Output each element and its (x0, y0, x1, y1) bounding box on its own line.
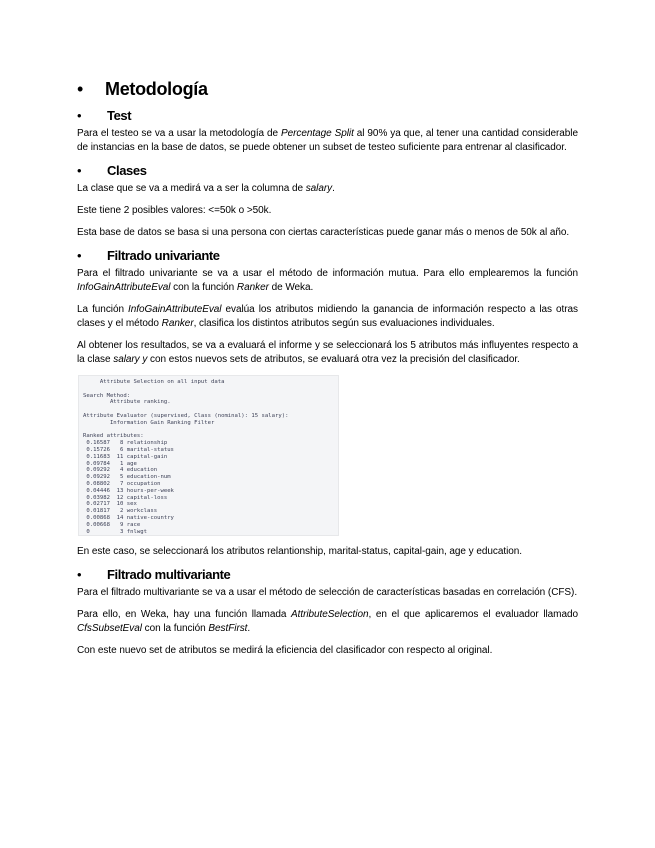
bullet-icon: • (77, 567, 82, 582)
weka-output-line: Ranked attributes: (83, 433, 144, 440)
weka-output-line: Information Gain Ranking Filter (83, 419, 215, 426)
paragraph: Para el filtrado multivariante se va a usar el método de selección de características basadas en correlación (CFS). (77, 587, 578, 598)
weka-output-line: Search Method: (83, 392, 131, 399)
heading-filtrado-multivariante (77, 567, 578, 583)
heading-metodologia (77, 78, 578, 100)
document-content (77, 78, 578, 666)
weka-output-line: 0.03982 12 capital-loss (83, 494, 168, 501)
weka-output-line (83, 427, 334, 434)
heading-text: Metodología (105, 79, 208, 99)
paragraph: Al obtener los resultados, se va a evaluará el informe y se seleccionará los 5 atributos más influyentes respecto a la clase salary y con estos nuevos sets de atributos, se evaluará otra vez la precisión del clasificador. (77, 340, 578, 365)
weka-output-line: Attribute Evaluator (supervised, Class (nominal): 15 salary): (83, 412, 289, 419)
weka-output-line: 0.08802 7 occupation (83, 480, 161, 487)
weka-output-line: 0.09784 1 age (83, 460, 137, 467)
heading-filtrado-univariante (77, 248, 578, 264)
weka-output-line (83, 535, 334, 536)
paragraph: Para ello, en Weka, hay una función llamada AttributeSelection, en el que aplicaremos el evaluador llamado CfsSubsetEval con la función BestFirst. (77, 609, 578, 634)
weka-output-line: 0.15726 6 marital-status (83, 446, 174, 453)
weka-output-line: Attribute Selection on all input data (83, 379, 225, 385)
weka-output-line: 0.16587 8 relationship (83, 440, 168, 447)
heading-clases (77, 163, 578, 179)
bullet-icon: • (77, 108, 82, 123)
weka-output-line: 0.04446 13 hours-per-week (83, 487, 174, 494)
paragraph: Para el filtrado univariante se va a usar el método de información mutua. Para ello emplearemos la función InfoGainAttributeEval con la función Ranker de Weka. (77, 268, 578, 293)
weka-output-line: 0.00668 9 race (83, 521, 141, 528)
heading-text: Test (107, 108, 132, 123)
weka-output-line: 0.01817 2 workclass (83, 508, 158, 515)
paragraph: Esta base de datos se basa si una persona con ciertas características puede ganar más o menos de 50k al año. (77, 227, 570, 238)
weka-output-line: 0.00868 14 native-country (83, 514, 174, 521)
bullet-icon: • (77, 248, 82, 263)
bullet-icon: • (77, 79, 84, 99)
heading-text: Filtrado univariante (107, 248, 220, 263)
weka-output-line: 0.09292 4 education (83, 467, 158, 474)
paragraph: Con este nuevo set de atributos se medirá la eficiencia del clasificador con respecto al original. (77, 645, 493, 656)
weka-output-screenshot (78, 375, 339, 536)
weka-output-line: 0.02717 10 sex (83, 501, 137, 508)
weka-output-line: 0.09292 5 education-num (83, 474, 171, 481)
weka-output-line (83, 386, 334, 393)
weka-output-line: 0.11683 11 capital-gain (83, 453, 168, 460)
paragraph: En este caso, se seleccionará los atributos relantionship, marital-status, capital-gain, age y education. (77, 546, 522, 557)
weka-output-line: 0 3 fnlwgt (83, 528, 147, 535)
paragraph: La clase que se va a medirá va a ser la columna de salary. (77, 183, 335, 194)
bullet-icon: • (77, 163, 82, 178)
heading-test (77, 108, 578, 124)
heading-text: Clases (107, 163, 147, 178)
weka-output-line (83, 406, 334, 413)
paragraph: La función InfoGainAttributeEval evalúa los atributos midiendo la ganancia de información respecto a las otras clases y el método Ranker, clasifica los distintos atributos según sus evaluaciones individuales. (77, 304, 578, 329)
paragraph: Para el testeo se va a usar la metodología de Percentage Split al 90% ya que, al tener una cantidad considerable de instancias en la base de datos, se puede obtener un subset de testeo suficiente para entrenar al clasificador. (77, 128, 578, 153)
heading-text: Filtrado multivariante (107, 567, 231, 582)
paragraph: Este tiene 2 posibles valores: <=50k o >50k. (77, 205, 272, 216)
weka-output-line: Attribute ranking. (83, 399, 171, 406)
